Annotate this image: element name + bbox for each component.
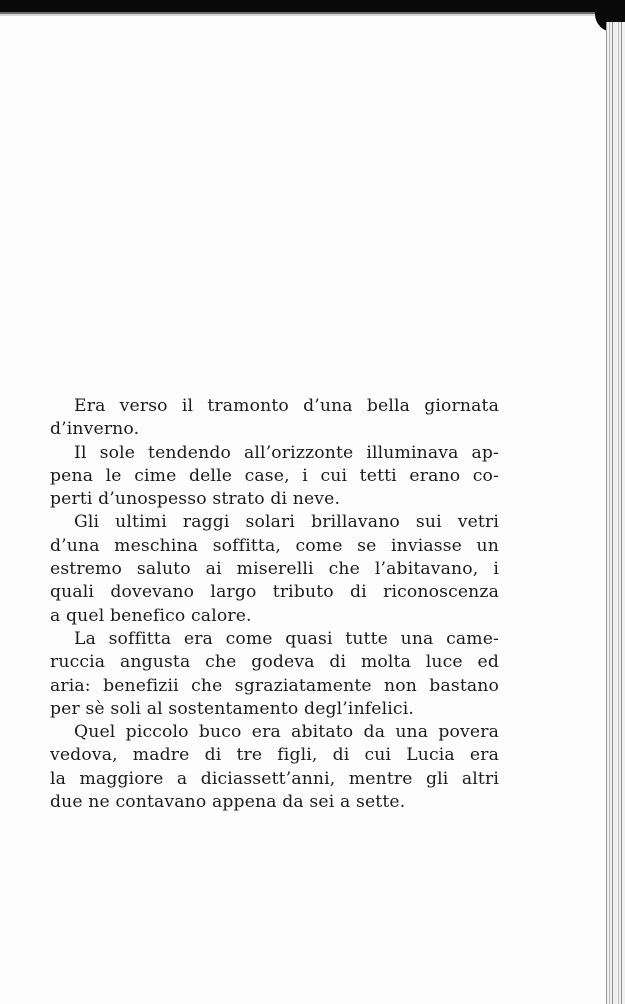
text-line: a quel benefico calore. (50, 605, 252, 626)
page-stack-edge (606, 22, 625, 1004)
text-line: due ne contavano appena da sei a sette. (50, 792, 406, 813)
text-line: perti d’unospesso strato di neve. (50, 489, 341, 510)
text-line: Era verso il tramonto d’una bella giornata (74, 396, 499, 416)
text-line: Il sole tendendo all’orizzonte illuminava ap- (74, 442, 499, 463)
text-line: per sè soli al sostentamento degl’infelici. (50, 698, 414, 719)
text-line: d’inverno. (50, 419, 140, 440)
paragraph (50, 628, 499, 721)
text-line: La soffitta era come quasi tutte una came- (74, 628, 499, 649)
paragraph (50, 395, 499, 442)
text-line: la maggiore a diciassett’anni, mentre gli altri (50, 768, 499, 789)
text-line: ruccia angusta che godeva di molta luce ed (50, 652, 499, 673)
text-line: Quel piccolo buco era abitato da una povera (74, 722, 499, 743)
paragraph (50, 721, 499, 814)
text-line: d’una meschina soffitta, come se inviasse un (50, 535, 499, 556)
paragraph (50, 511, 499, 627)
text-line: aria: benefizii che sgraziatamente non bastano (50, 675, 499, 696)
text-line: estremo saluto ai miserelli che l’abitavano, i (50, 559, 499, 580)
text-line: quali dovevano largo tributo di riconoscenza (50, 582, 499, 603)
scan-top-border (0, 0, 625, 16)
text-line: Gli ultimi raggi solari brillavano sui vetri (74, 512, 499, 533)
text-line: pena le cime delle case, i cui tetti erano co- (50, 465, 499, 486)
text-line: vedova, madre di tre figli, di cui Lucia era (50, 745, 499, 766)
body-text (50, 395, 499, 814)
paragraph (50, 442, 499, 512)
